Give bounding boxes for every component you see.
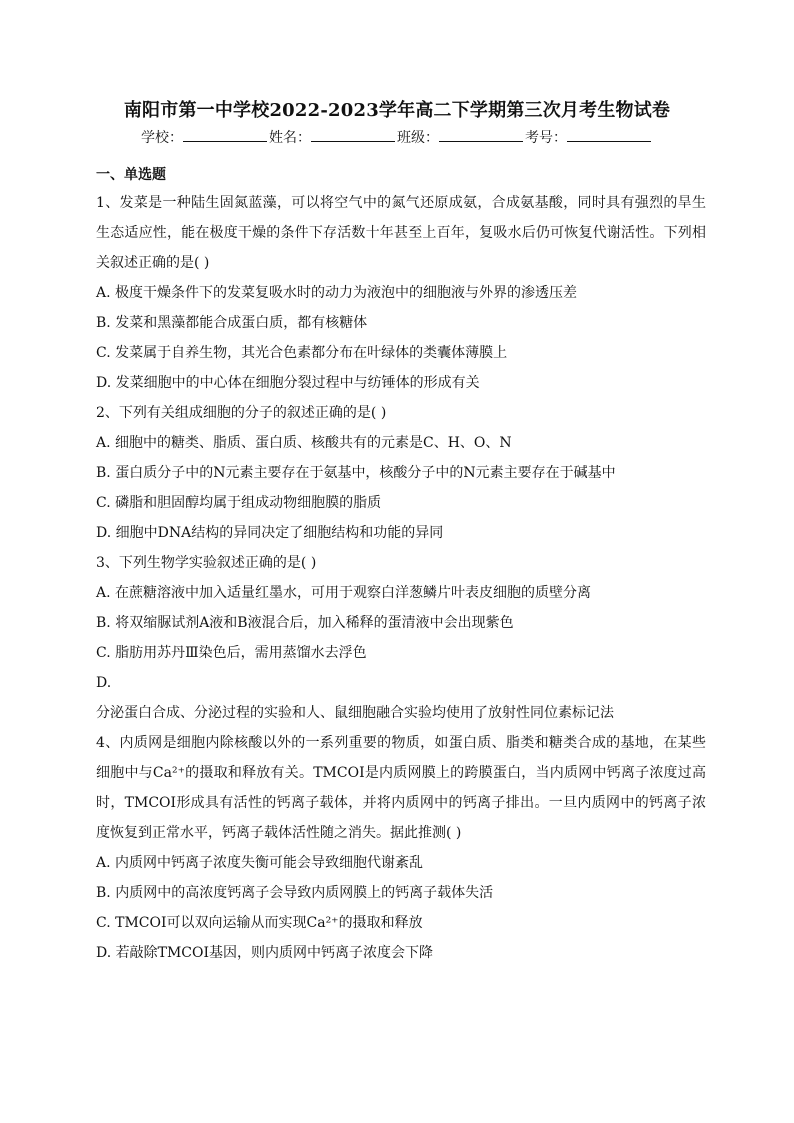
name-blank[interactable] bbox=[311, 128, 395, 142]
name-label: 姓名： bbox=[269, 130, 311, 146]
option-d-text: 分泌蛋白合成、分泌过程的实验和人、鼠细胞融合实验均使用了放射性同位素标记法 bbox=[96, 705, 614, 721]
option-b: B. 蛋白质分子中的N元素主要存在于氨基中，核酸分子中的N元素主要存在于碱基中 bbox=[96, 465, 616, 481]
option-a: A. 极度干燥条件下的发菜复吸水时的动力为液泡中的细胞液与外界的渗透压差 bbox=[96, 285, 578, 301]
question-stem: 4、内质网是细胞内除核酸以外的一系列重要的物质，如蛋白质、脂类和糖类合成的基地，在某些细胞中与Ca²⁺的摄取和释放有关。TMCOI是内质网膜上的跨膜蛋白，当内质网中钙离子浓度过高时，TMCOI形成具有活性的钙离子载体，并将内质网中的钙离子排出。一旦内质网中的钙离子浓度恢复到正常水平，钙离子载体活性随之消失。据此推测( ) bbox=[96, 735, 706, 841]
option-a: A. 内质网中钙离子浓度失衡可能会导致细胞代谢紊乱 bbox=[96, 855, 424, 871]
option-a: A. 细胞中的糖类、脂质、蛋白质、核酸共有的元素是C、H、O、N bbox=[96, 435, 512, 451]
option-c: C. 磷脂和胆固醇均属于组成动物细胞膜的脂质 bbox=[96, 495, 382, 511]
question-stem: 2、下列有关组成细胞的分子的叙述正确的是( ) bbox=[96, 405, 387, 421]
option-c: C. 发菜属于自养生物，其光合色素都分布在叶绿体的类囊体薄膜上 bbox=[96, 345, 508, 361]
school-blank[interactable] bbox=[183, 128, 267, 142]
option-c: C. TMCOI可以双向运输从而实现Ca²⁺的摄取和释放 bbox=[96, 915, 423, 931]
school-label: 学校： bbox=[141, 130, 183, 146]
option-d: D. 细胞中DNA结构的异同决定了细胞结构和功能的异同 bbox=[96, 525, 444, 541]
option-b: B. 发菜和黑藻都能合成蛋白质，都有核糖体 bbox=[96, 315, 368, 331]
option-d-label: D. bbox=[96, 675, 112, 691]
option-b: B. 将双缩脲试剂A液和B液混合后，加入稀释的蛋清液中会出现紫色 bbox=[96, 615, 514, 631]
section-heading: 一、单选题 bbox=[96, 167, 166, 183]
student-info-line bbox=[0, 127, 794, 147]
exam-no-blank[interactable] bbox=[567, 128, 651, 142]
question-stem: 3、下列生物学实验叙述正确的是( ) bbox=[96, 555, 317, 571]
exam-no-label: 考号： bbox=[525, 130, 567, 146]
class-blank[interactable] bbox=[439, 128, 523, 142]
option-b: B. 内质网中的高浓度钙离子会导致内质网膜上的钙离子载体失活 bbox=[96, 885, 494, 901]
question-stem: 1、发菜是一种陆生固氮蓝藻，可以将空气中的氮气还原成氨，合成氨基酸，同时具有强烈的旱生生态适应性，能在极度干燥的条件下存活数十年甚至上百年，复吸水后仍可恢复代谢活性。下列相关叙述正确的是( ) bbox=[96, 195, 706, 271]
exam-title: 南阳市第一中学校2022-2023学年高二下学期第三次月考生物试卷 bbox=[123, 100, 671, 121]
option-a: A. 在蔗糖溶液中加入适量红墨水，可用于观察白洋葱鳞片叶表皮细胞的质壁分离 bbox=[96, 585, 592, 601]
option-d: D. 发菜细胞中的中心体在细胞分裂过程中与纺锤体的形成有关 bbox=[96, 375, 480, 391]
exam-content bbox=[96, 162, 706, 968]
option-c: C. 脂肪用苏丹Ⅲ染色后，需用蒸馏水去浮色 bbox=[96, 645, 367, 661]
class-label: 班级： bbox=[397, 130, 439, 146]
option-d: D. 若敲除TMCOI基因，则内质网中钙离子浓度会下降 bbox=[96, 945, 434, 961]
